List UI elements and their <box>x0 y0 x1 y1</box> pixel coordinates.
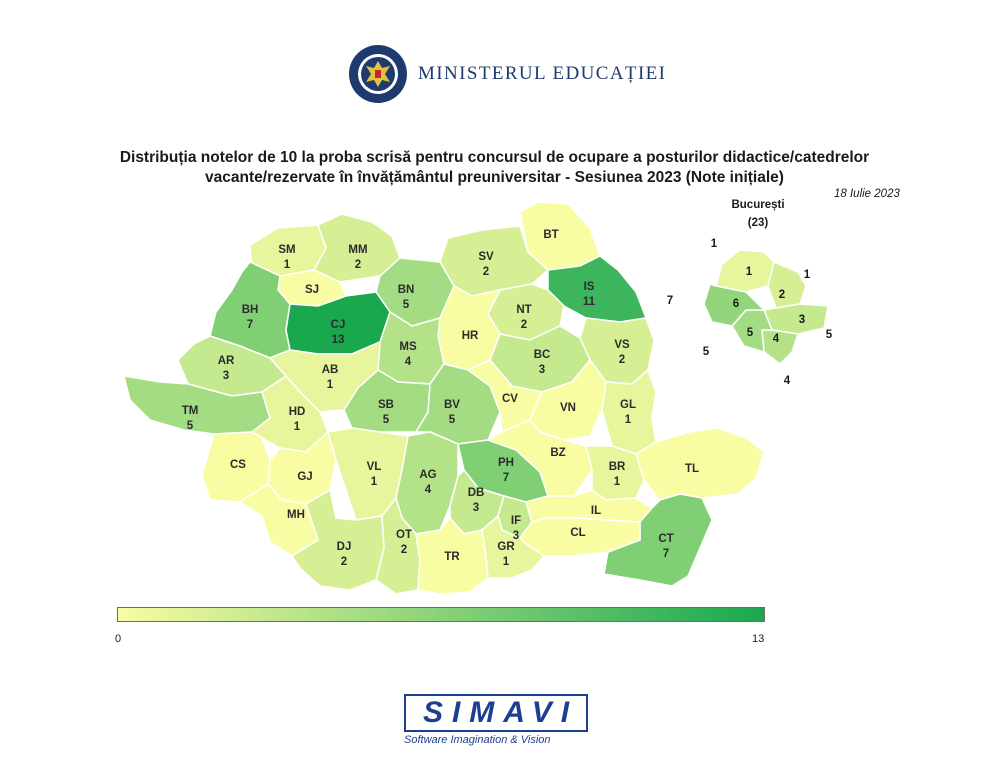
color-scale-min-label: 0 <box>115 633 122 645</box>
county-value-cj: 13 <box>331 334 345 346</box>
county-code-sm: SM <box>278 244 296 256</box>
county-code-bv: BV <box>444 399 460 411</box>
county-code-mh: MH <box>287 509 305 521</box>
county-code-cl: CL <box>570 527 586 539</box>
county-code-br: BR <box>608 461 626 473</box>
color-scale-bar <box>117 607 765 622</box>
county-value-sv: 2 <box>482 266 490 278</box>
county-code-sv: SV <box>478 251 494 263</box>
county-value-bn: 5 <box>402 299 410 311</box>
county-code-ph: PH <box>498 457 514 469</box>
county-code-ab: AB <box>321 364 339 376</box>
county-value-sm: 1 <box>283 259 291 271</box>
county-code-db: DB <box>467 487 485 499</box>
county-value-sb: 5 <box>382 414 390 426</box>
county-value-tm: 5 <box>186 420 194 432</box>
bucharest-outer-label: 1 <box>710 238 718 250</box>
bucharest-total: (23) <box>747 217 769 229</box>
county-code-tm: TM <box>181 405 199 417</box>
county-code-hd: HD <box>288 406 306 418</box>
county-value-bv: 5 <box>448 414 456 426</box>
county-value-br: 1 <box>613 476 621 488</box>
county-value-vs: 2 <box>618 354 626 366</box>
county-value-gl: 1 <box>624 414 632 426</box>
county-value-gr: 1 <box>502 556 510 568</box>
county-code-dj: DJ <box>336 541 352 553</box>
bucharest-sector-value-4: 4 <box>772 333 780 345</box>
bucharest-sector-4 <box>762 330 798 364</box>
simavi-brand: SIMAVI <box>422 696 579 729</box>
county-code-if: IF <box>510 515 522 527</box>
bucharest-outer-label: 5 <box>702 346 710 358</box>
map-title-line-2: vacante/rezervate în învățământul preuniversitar - Sesiunea 2023 (Note inițiale) <box>205 169 784 186</box>
county-value-ph: 7 <box>502 472 510 484</box>
bucharest-outer-label: 5 <box>825 329 833 341</box>
bucharest-outer-label: 1 <box>803 269 811 281</box>
bucharest-sector-value-3: 3 <box>798 314 806 326</box>
county-code-tr: TR <box>444 551 460 563</box>
bucharest-sector-2 <box>768 262 806 308</box>
county-code-gr: GR <box>497 541 515 553</box>
county-value-db: 3 <box>472 502 480 514</box>
county-value-dj: 2 <box>340 556 348 568</box>
bucharest-sector-value-6: 6 <box>732 298 740 310</box>
county-value-ar: 3 <box>222 370 230 382</box>
county-value-mm: 2 <box>354 259 362 271</box>
county-value-ot: 2 <box>400 544 408 556</box>
county-value-vl: 1 <box>370 476 378 488</box>
county-code-cs: CS <box>230 459 246 471</box>
county-code-hr: HR <box>461 330 479 342</box>
county-value-hd: 1 <box>293 421 301 433</box>
county-code-bz: BZ <box>550 447 566 459</box>
county-value-ms: 4 <box>404 356 412 368</box>
county-value-ab: 1 <box>326 379 334 391</box>
county-code-is: IS <box>583 281 595 293</box>
county-code-ms: MS <box>399 341 417 353</box>
county-code-ar: AR <box>217 355 235 367</box>
simavi-tagline: Software Imagination & Vision <box>404 734 551 746</box>
map-title-line-1: Distribuția notelor de 10 la proba scrisă pentru concursul de ocupare a posturilor didactice/catedrelor <box>119 149 870 166</box>
county-code-bc: BC <box>533 349 551 361</box>
simavi-logo <box>404 694 588 746</box>
county-code-il: IL <box>590 505 602 517</box>
bucharest-outer-label: 4 <box>783 375 791 387</box>
county-code-sj: SJ <box>304 284 320 296</box>
report-date: 18 Iulie 2023 <box>834 188 900 200</box>
county-code-vn: VN <box>560 402 576 414</box>
county-value-bh: 7 <box>246 319 254 331</box>
ministry-name: MINISTERUL EDUCAȚIEI <box>418 63 667 84</box>
county-code-cj: CJ <box>330 319 346 331</box>
bucharest-title: București <box>731 199 785 211</box>
color-scale-max-label: 13 <box>752 633 765 645</box>
county-code-vl: VL <box>366 461 382 473</box>
bucharest-sector-value-5: 5 <box>746 327 754 339</box>
county-code-cv: CV <box>502 393 518 405</box>
county-code-bt: BT <box>543 229 559 241</box>
county-code-gl: GL <box>620 399 636 411</box>
simavi-wordmark <box>404 694 588 732</box>
county-code-bn: BN <box>397 284 415 296</box>
county-value-ag: 4 <box>424 484 432 496</box>
county-value-bc: 3 <box>538 364 546 376</box>
county-code-tl: TL <box>684 463 700 475</box>
county-code-ot: OT <box>396 529 412 541</box>
county-code-ct: CT <box>658 533 674 545</box>
county-code-vs: VS <box>614 339 630 351</box>
county-value-ct: 7 <box>662 548 670 560</box>
county-code-ag: AG <box>419 469 437 481</box>
county-code-mm: MM <box>348 244 368 256</box>
county-value-is: 11 <box>582 296 596 308</box>
bucharest-outer-label: 7 <box>666 295 674 307</box>
bucharest-sector-value-2: 2 <box>778 289 786 301</box>
county-value-nt: 2 <box>520 319 528 331</box>
county-code-nt: NT <box>516 304 532 316</box>
county-code-gj: GJ <box>297 471 313 483</box>
county-code-sb: SB <box>378 399 394 411</box>
county-code-bh: BH <box>241 304 259 316</box>
bucharest-sector-value-1: 1 <box>745 266 753 278</box>
county-value-if: 3 <box>512 530 520 542</box>
